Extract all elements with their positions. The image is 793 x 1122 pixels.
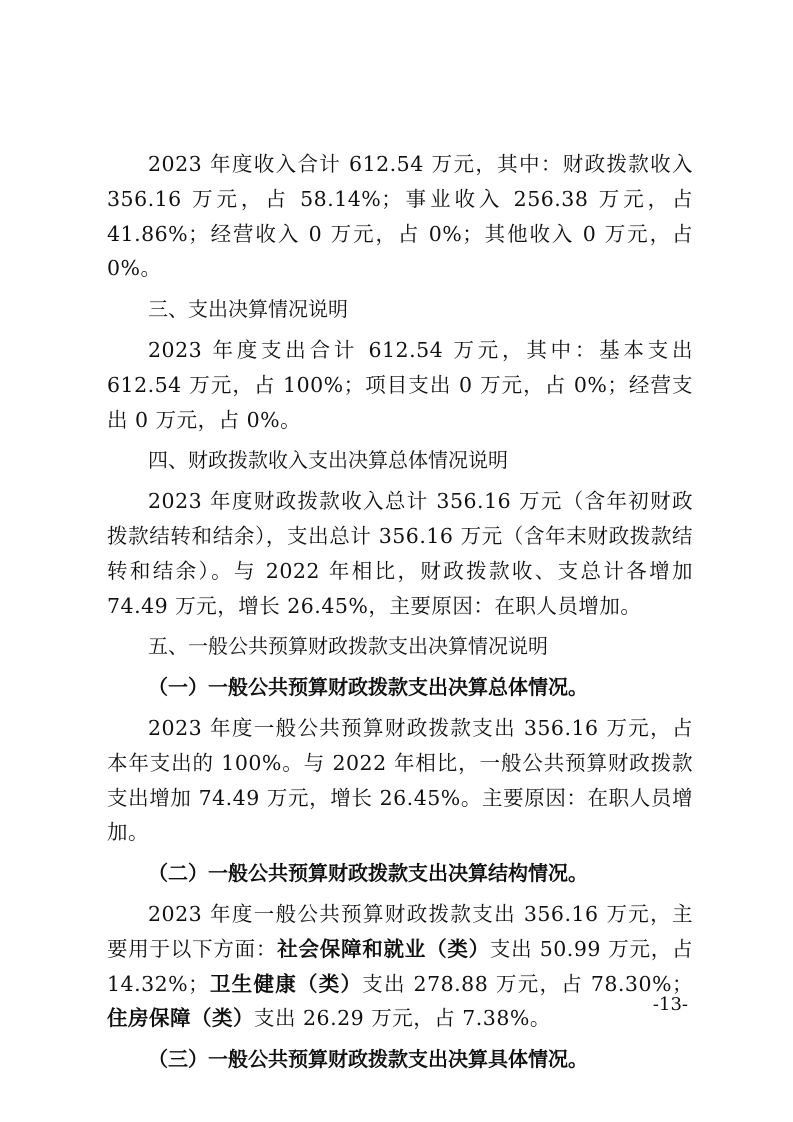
subsection-3-heading: （三）一般公共预算财政拨款支出决算具体情况。 [148, 1047, 588, 1072]
category-social-security: 社会保障和就业（类） [277, 936, 490, 961]
fiscal-paragraph: 2023 年度财政拨款收入总计 356.16 万元（含年初财政拨款结转和结余），支出总计 356.16 万元（含年末财政拨款结转和结余）。与 2022 年相比，财政拨款收、支总计各增加 74.49 万元，增长 26.45%，主要原因：在职人员增加。 [107, 489, 693, 618]
page-number: -13- [652, 994, 688, 1015]
section-4-heading: 四、财政拨款收入支出决算总体情况说明 [148, 448, 508, 473]
structure-paragraph [107, 897, 693, 1036]
category-health-text: 支出 278.88 万元，占 78.30%； [362, 971, 693, 996]
subsection-1-heading: （一）一般公共预算财政拨款支出决算总体情况。 [148, 675, 588, 700]
category-health: 卫生健康（类） [209, 971, 363, 996]
category-housing: 住房保障（类） [107, 1006, 254, 1031]
expense-paragraph: 2023 年度支出合计 612.54 万元，其中：基本支出 612.54 万元，占 100%；项目支出 0 万元，占 0%；经营支出 0 万元，占 0%。 [107, 337, 693, 432]
overall-paragraph: 2023 年度一般公共预算财政拨款支出 356.16 万元，占本年支出的 100%。与 2022 年相比，一般公共预算财政拨款支出增加 74.49 万元，增长 26.45%。主要原因：在职人员增加。 [107, 715, 693, 845]
structure-intro: 2023 年度一般公共预算财政拨款支出 356.16 万元，主要用于以下方面： [107, 901, 693, 961]
category-housing-text: 支出 26.29 万元，占 7.38%。 [254, 1006, 551, 1031]
section-5-heading: 五、一般公共预算财政拨款支出决算情况说明 [148, 634, 548, 659]
document-body [107, 147, 693, 1077]
subsection-2-heading: （二）一般公共预算财政拨款支出决算结构情况。 [148, 861, 588, 886]
section-3-heading: 三、支出决算情况说明 [148, 297, 348, 322]
category-social-security-text: 支出 50.99 万元，占 14.32%； [107, 936, 694, 996]
income-paragraph: 2023 年度收入合计 612.54 万元，其中：财政拨款收入 356.16 万元，占 58.14%；事业收入 256.38 万元，占 41.86%；经营收入 0 万元，占 0%；其他收入 0 万元，占 0%。 [107, 152, 693, 281]
